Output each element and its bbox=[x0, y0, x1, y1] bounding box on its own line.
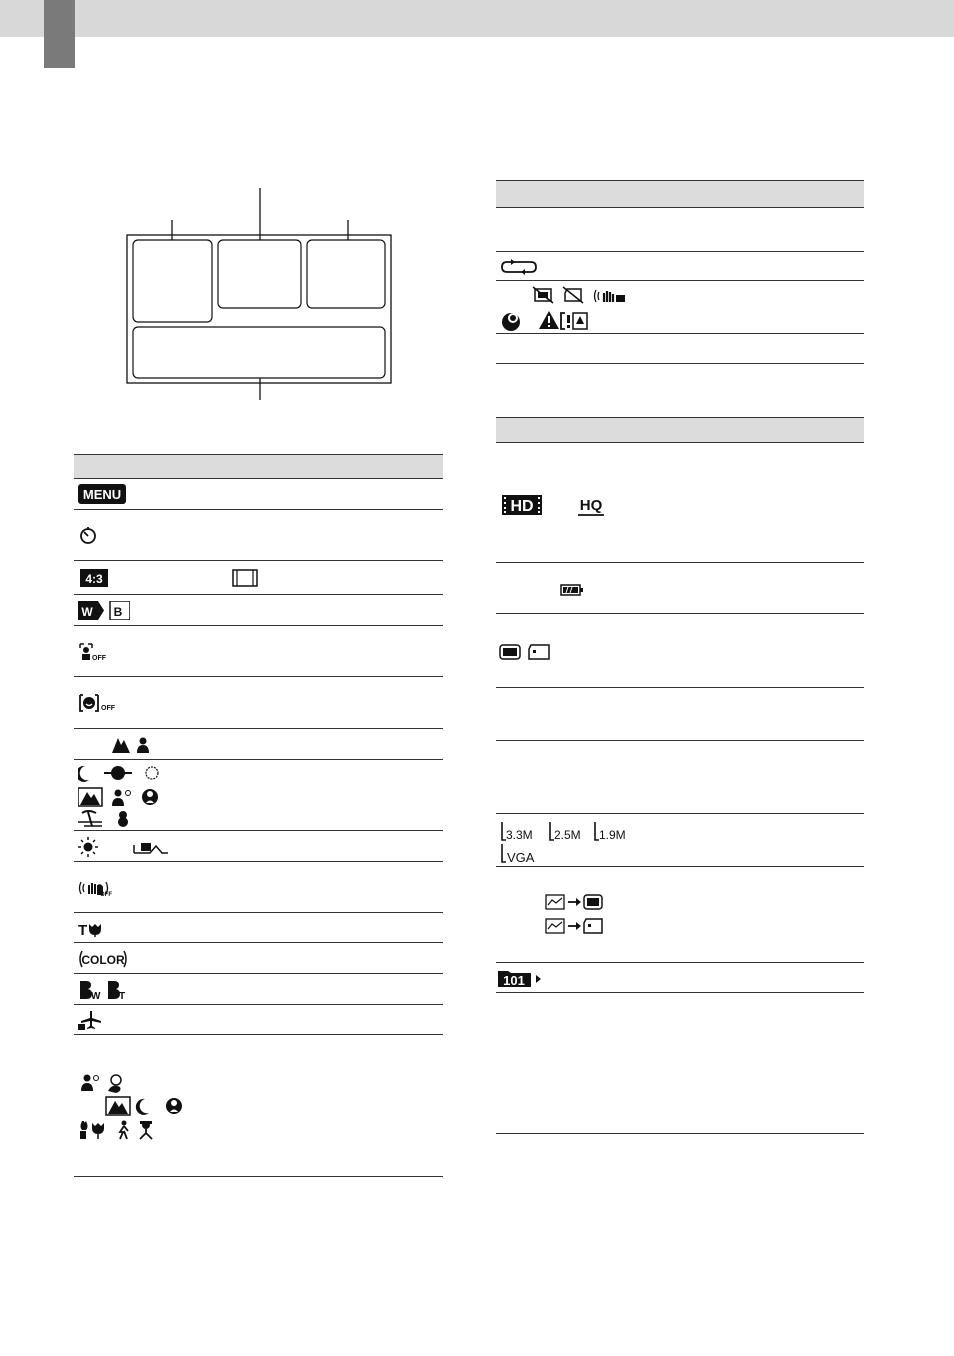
scene-selection-icons bbox=[78, 764, 168, 828]
table-header bbox=[496, 417, 864, 443]
table-row bbox=[496, 814, 864, 867]
svg-text:101: 101 bbox=[503, 973, 525, 988]
table-row bbox=[496, 563, 864, 614]
image-size-icons bbox=[500, 820, 640, 864]
table-row bbox=[74, 479, 443, 510]
svg-text:T: T bbox=[119, 991, 126, 1000]
table-row bbox=[496, 443, 864, 563]
white-balance-backlight-icons bbox=[78, 837, 173, 857]
table-row bbox=[74, 510, 443, 561]
landscape-portrait-icon bbox=[112, 736, 152, 754]
wide-select-icon bbox=[78, 601, 130, 620]
table-row bbox=[74, 943, 443, 974]
table-row bbox=[74, 677, 443, 729]
smile-shutter-off-icon bbox=[78, 693, 118, 713]
right-indicator-table-top bbox=[496, 180, 864, 364]
svg-text:W: W bbox=[81, 605, 93, 619]
svg-text:COLOR: COLOR bbox=[81, 953, 125, 967]
table-row bbox=[74, 626, 443, 677]
svg-text:3.3M: 3.3M bbox=[506, 828, 533, 842]
face-detect-off-icon bbox=[78, 642, 108, 662]
recording-media-icons bbox=[499, 643, 553, 661]
svg-text:W: W bbox=[91, 991, 101, 1000]
table-row bbox=[496, 252, 864, 281]
self-timer-icon bbox=[78, 526, 98, 546]
table-row bbox=[496, 614, 864, 688]
table-row bbox=[496, 993, 864, 1133]
warning-icons bbox=[499, 286, 639, 332]
copy-destination-icons bbox=[544, 893, 608, 935]
svg-text:MENU: MENU bbox=[82, 487, 122, 502]
page-tab-marker bbox=[44, 0, 75, 68]
table-row bbox=[74, 913, 443, 943]
svg-text:OFF: OFF bbox=[100, 892, 112, 898]
demo-loop-icon bbox=[499, 258, 537, 276]
table-row bbox=[496, 208, 864, 252]
table-row bbox=[496, 867, 864, 963]
svg-text:4:3: 4:3 bbox=[85, 572, 103, 586]
table-header bbox=[496, 180, 864, 208]
svg-text:2.5M: 2.5M bbox=[554, 828, 581, 842]
table-row bbox=[496, 963, 864, 993]
svg-text:OFF: OFF bbox=[92, 655, 106, 662]
tele-macro-icon bbox=[78, 920, 104, 937]
menu-icon bbox=[78, 484, 126, 504]
svg-text:HD: HD bbox=[510, 498, 534, 515]
svg-text:T: T bbox=[78, 922, 88, 937]
svg-text:HQ: HQ bbox=[579, 497, 603, 514]
hq-mode-icon bbox=[578, 493, 606, 517]
airplane-mode-icon bbox=[78, 1010, 104, 1030]
table-row bbox=[74, 595, 443, 626]
aspect-ratio-icon bbox=[80, 569, 108, 587]
table-row bbox=[496, 741, 864, 814]
table-row bbox=[74, 1005, 443, 1035]
film-icon bbox=[232, 569, 258, 587]
steadyshot-off-icon bbox=[78, 878, 112, 898]
conversion-lens-icons bbox=[78, 980, 134, 1000]
svg-text:1.9M: 1.9M bbox=[599, 828, 626, 842]
hd-quality-icon bbox=[502, 493, 544, 517]
intelligent-auto-scene-icons bbox=[78, 1073, 188, 1141]
svg-text:B: B bbox=[113, 605, 123, 619]
left-indicator-table bbox=[74, 454, 443, 1177]
playback-folder-icon bbox=[498, 968, 544, 988]
table-row bbox=[74, 729, 443, 760]
right-indicator-table-bottom bbox=[496, 417, 864, 1134]
table-row bbox=[496, 688, 864, 741]
color-slow-shutter-icon bbox=[78, 949, 128, 969]
table-row bbox=[496, 281, 864, 334]
table-row bbox=[74, 831, 443, 862]
table-row bbox=[496, 334, 864, 363]
table-header bbox=[74, 454, 443, 479]
svg-text:VGA: VGA bbox=[507, 850, 535, 864]
screen-layout-diagram bbox=[120, 180, 400, 405]
table-row bbox=[74, 862, 443, 913]
table-row bbox=[74, 760, 443, 831]
table-row bbox=[74, 974, 443, 1005]
svg-text:OFF: OFF bbox=[101, 705, 115, 712]
table-row bbox=[74, 561, 443, 595]
table-row bbox=[74, 1035, 443, 1176]
page-header-bar bbox=[0, 0, 954, 37]
battery-icon bbox=[560, 583, 584, 597]
